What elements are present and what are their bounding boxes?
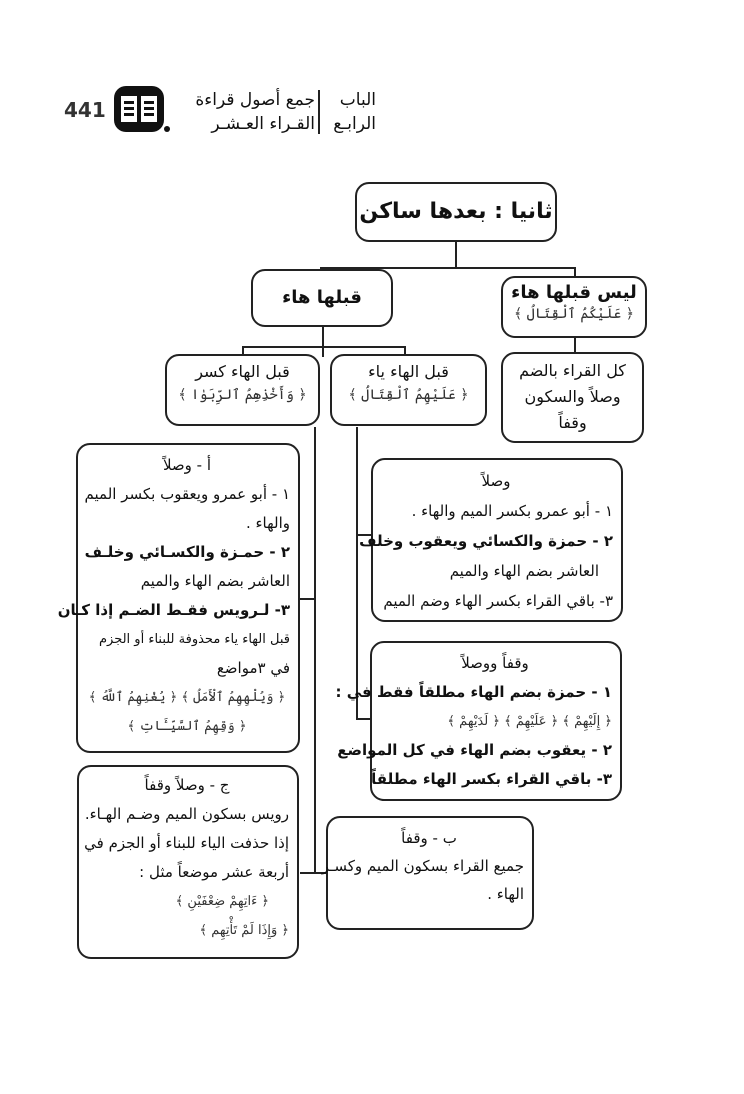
book-title: [175, 88, 315, 136]
all-readers-line1: كل القراء بالضم: [519, 361, 626, 380]
kasr-b-line2: الهاء .: [487, 885, 524, 903]
ya-waqf-wasl-title: وقفاً ووصلاً: [461, 654, 529, 672]
root-node: [355, 182, 557, 242]
ya-waqf-wasl-node: [335, 641, 622, 801]
preceded-by-ha-title: قبلها هاء: [282, 287, 362, 308]
preceded-by-ha-node: [251, 269, 393, 327]
connector: [455, 241, 457, 268]
connector: [242, 346, 244, 354]
ya-wasl-title: وصلاً: [481, 472, 511, 490]
connector: [242, 346, 406, 348]
root-node-label: ثانيا : بعدها ساكن: [359, 199, 553, 224]
ya-wasl-node: [359, 458, 623, 622]
ya-waqf-wasl-item2: ٢ - يعقوب بضم الهاء في كل المواضع: [337, 741, 612, 759]
kasr-c-example2: ﴿ وَإِذَا لَمْ تَأْتِهِم ﴾: [199, 923, 289, 938]
not-preceded-by-ha-node: [501, 276, 647, 338]
not-preceded-by-ha-title: ليس قبلها هاء: [511, 282, 637, 303]
part-title-line1: الباب: [339, 90, 376, 110]
kasr-a-example2: ﴿ وَقِهِمُ ٱلسَّيِّـَٔاتِ ﴾: [127, 719, 247, 734]
all-readers-line3: وقفاً: [558, 413, 587, 432]
all-readers-line2: وصلاً والسكون: [524, 387, 621, 406]
ya-waqf-wasl-examples: ﴿ إِلَيْهِمْ ﴾ ﴿ عَلَيْهِمْ ﴾ ﴿ لَدَيْهِمْ ﴾: [447, 714, 612, 729]
book-title-line2: القـراء العـشـر: [211, 114, 315, 134]
connector: [574, 337, 576, 353]
part-title-line2: الرابـع: [333, 114, 376, 134]
kasr-b-node: [321, 816, 534, 930]
kasr-a-line3: ٢ - حمـزة والكسـائي وخلـف: [84, 543, 290, 561]
kasr-b-line1: جميع القراء بسكون الميم وكسـر: [321, 857, 524, 875]
kasr-a-line4: العاشر بضم الهاء والميم: [140, 572, 290, 590]
kasr-a-line6: قبل الهاء ياء محذوفة للبناء أو الجزم: [98, 632, 290, 647]
header-divider: [318, 90, 320, 134]
before-ha-ya-title: قبل الهاء ياء: [368, 362, 449, 381]
connector: [356, 427, 358, 720]
kasr-c-line3: أربعة عشر موضعاً مثل :: [139, 863, 289, 881]
not-preceded-by-ha-example: ﴿ عَلَيْكُمُ ٱلْقِتَالُ ﴾: [514, 306, 634, 322]
part-title: [324, 88, 376, 136]
kasr-a-line7: في ٣مواضع: [216, 659, 290, 677]
ya-waqf-wasl-item1: ١ - حمزة بضم الهاء مطلقاً فقط في :: [335, 683, 612, 701]
before-ha-kasr-example: ﴿ وَأَخْذِهِمُ ٱلرِّبَوٰا ﴾: [178, 387, 307, 403]
connector: [300, 598, 316, 600]
kasr-c-title: ج - وصلاً وقفاً: [144, 776, 230, 794]
book-icon: [113, 85, 171, 135]
kasr-c-example1: ﴿ ءَاتِهِمْ ضِعْفَيْنِ ﴾: [175, 894, 269, 909]
kasr-a-example1: ﴿ وَيُلْهِهِمُ ٱلْأَمَلُ ﴾ ﴿ يُغْنِهِمُ ٱللَّهُ ﴾: [88, 690, 286, 705]
ya-wasl-item1: ١ - أبو عمرو بكسر الميم والهاء .: [411, 502, 613, 520]
before-ha-kasr-title: قبل الهاء كسر: [195, 362, 290, 381]
kasr-a-line1: ١ - أبو عمرو ويعقوب بكسر الميم: [84, 485, 290, 503]
all-readers-node: [501, 352, 644, 443]
kasr-a-line5: ٣- لـرويس فقـط الضـم إذا كـان: [57, 601, 290, 619]
ya-wasl-item3: ٣- باقي القراء بكسر الهاء وضم الميم: [383, 592, 613, 610]
before-ha-ya-example: ﴿ عَلَيْهِمُ ٱلْقِتَالُ ﴾: [348, 387, 469, 403]
before-ha-ya-node: [330, 354, 487, 426]
before-ha-kasr-node: [165, 354, 320, 426]
ya-wasl-item2a: ٢ - حمزة والكسائي ويعقوب وخلف: [359, 532, 613, 550]
kasr-c-line2: إذا حذفت الياء للبناء أو الجزم في: [84, 834, 289, 852]
kasr-b-title: ب - وقفاً: [401, 829, 457, 847]
book-title-line1: جمع أصول قراءة: [195, 90, 315, 110]
kasr-a-line2: والهاء .: [245, 514, 290, 532]
kasr-c-node: [77, 765, 299, 959]
connector: [322, 327, 324, 357]
kasr-a-title: أ - وصلاً: [162, 456, 212, 474]
connector: [404, 346, 406, 354]
kasr-c-line1: رويس بسكون الميم وضـم الهـاء.: [84, 805, 289, 823]
page-number: 441: [64, 98, 106, 122]
connector: [314, 427, 316, 873]
kasr-a-node: [57, 443, 300, 753]
ya-wasl-item2b: العاشر بضم الهاء والميم: [449, 562, 599, 580]
ya-waqf-wasl-item3: ٣- باقي القراء بكسر الهاء مطلقاً: [371, 770, 612, 788]
